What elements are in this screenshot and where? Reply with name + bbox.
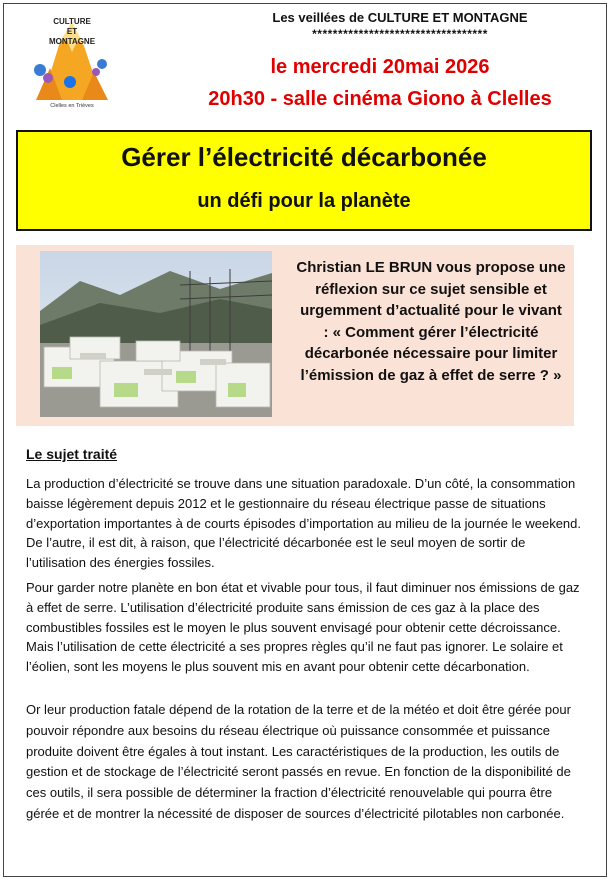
- event-date: le mercredi 20mai 2026: [270, 56, 490, 78]
- svg-text:CULTURE: CULTURE: [53, 17, 91, 26]
- page-subtitle: un défi pour la planète: [197, 190, 411, 212]
- svg-text:MONTAGNE: MONTAGNE: [48, 37, 96, 46]
- event-venue: 20h30 - salle cinéma Giono à Clelles: [208, 88, 552, 110]
- intro-block: [16, 245, 574, 426]
- svg-text:ET: ET: [66, 27, 78, 36]
- page-title: Gérer l’électricité décarbonée: [121, 142, 487, 172]
- battery-storage-photo: [40, 251, 272, 417]
- body-paragraph-3: Or leur production fatale dépend de la rotation de la terre et de la météo et doit être gérée pour pouvoir répondre aux besoins du réseau électrique où puissance consommée et puissance produite doivent être égales à tout instant. Les caractéristiques de la production, les outils de gestion et de stockage de l’électricité seront passés en revue. En fonction de la disponibilité de ces outils, il sera possible de déterminer la fraction d’électricité renouvelable qui pourra être gérée et de montrer la nécessité de disposer de sources d’électricité pilotables non carbonée.: [26, 702, 571, 821]
- battery-storage-illustration: [40, 251, 272, 417]
- body-paragraph-2: Pour garder notre planète en bon état et vivable pour tous, il faut diminuer nos émissions de gaz à effet de serre. L’utilisation d’électricité produite sans émission de ces gaz à la place des combustibles fossiles est le moyen le plus souvent envisagé pour obtenir cette décroissance. Mais l’utilisation de cette électricité a ses propres règles qu’il ne faut pas ignorer. Le solaire et l’éolien, sont les moyens le plus souvent mis en avant pour obtenir cette décarbonation.: [26, 580, 580, 675]
- logo-graphic: [32, 12, 112, 108]
- culture-et-montagne-logo: [32, 12, 112, 108]
- intro-text: Christian LE BRUN vous propose une réflexion sur ce sujet sensible et urgemment d’actualité pour le vivant : « Comment gérer l’électricité décarbonée nécessaire pour limiter l’émission de gaz à effet de serre ? »: [296, 259, 566, 384]
- stars-divider: **********************************: [312, 27, 488, 41]
- title-box: [16, 130, 592, 231]
- series-name: Les veillées de CULTURE ET MONTAGNE: [272, 10, 528, 25]
- svg-text:Clelles en Trièves: Clelles en Trièves: [50, 103, 94, 108]
- body-paragraph-1: La production d’électricité se trouve dans une situation paradoxale. D’un côté, la consommation baisse légèrement depuis 2012 et le gestionnaire du réseau électrique passe de situations d’exportation importantes à de courts épisodes d’importation au milieu de la journée le weekend. De l’autre, il est dit, à raison, que l’électricité décarbonée est le seul moyen de sortir de l’utilisation des énergies fossiles.: [26, 476, 581, 571]
- section-heading: Le sujet traité: [26, 446, 118, 462]
